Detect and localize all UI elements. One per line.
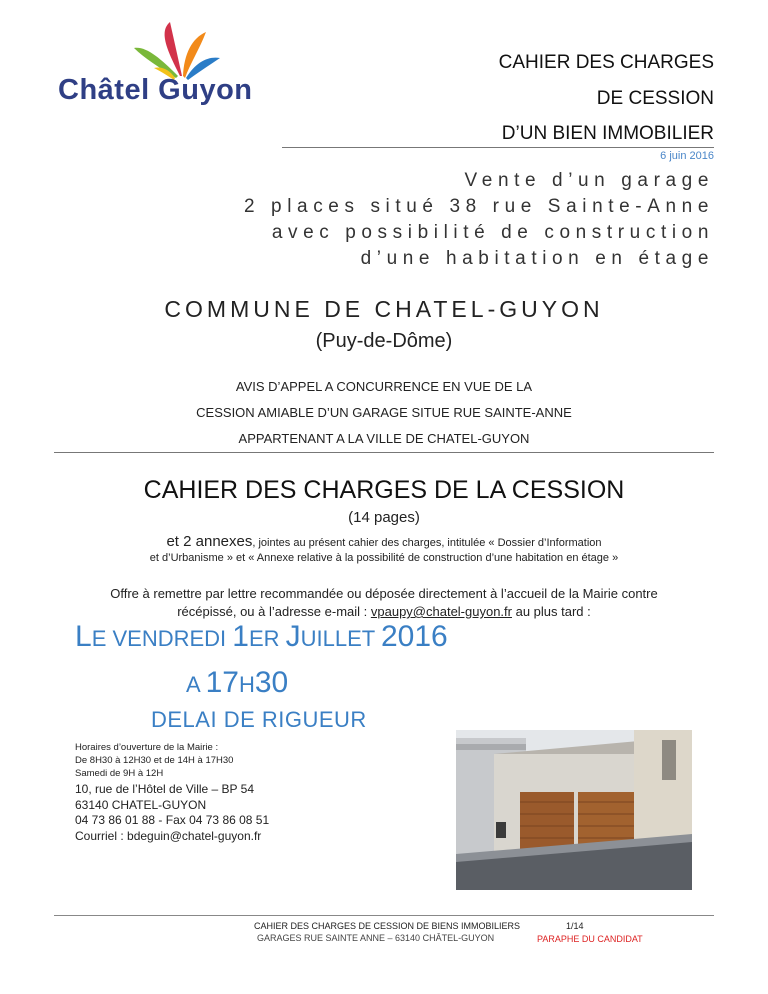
avis-line2: CESSION AMIABLE D’UN GARAGE SITUE RUE SAINTE-ANNE xyxy=(196,405,572,420)
footer-page-number: 1/14 xyxy=(566,921,584,931)
annexes-rest: , jointes au présent cahier des charges, intitulée « Dossier d’Information xyxy=(252,537,602,549)
deadline-minutes: 30 xyxy=(254,666,289,699)
subject-line1: Vente d’un garage xyxy=(464,170,714,191)
doc-title-line1: CAHIER DES CHARGES xyxy=(498,52,714,73)
deadline-day-suffix: ER xyxy=(248,626,286,651)
offer-email-link[interactable]: vpaupy@chatel-guyon.fr xyxy=(370,604,512,619)
doc-title-line2: DE CESSION xyxy=(596,88,714,109)
deadline-l: L xyxy=(75,620,92,653)
deadline-month-initial: J xyxy=(285,620,301,653)
mairie-address: 10, rue de l’Hôtel de Ville – BP 54 xyxy=(75,782,255,796)
commune-department: (Puy-de-Dôme) xyxy=(315,330,453,352)
annexes-emphasis: et 2 annexes xyxy=(166,533,253,550)
subject-line3: avec possibilité de construction xyxy=(271,222,714,243)
mairie-email: Courriel : bdeguin@chatel-guyon.fr xyxy=(75,829,262,843)
offer-line1: Offre à remettre par lettre recommandée ou déposée directement à l’accueil de la Mairie contre xyxy=(110,586,658,601)
offer-line2-post: au plus tard : xyxy=(511,604,591,619)
garage-photo xyxy=(456,730,692,890)
footer-subtitle: GARAGES RUE SAINTE ANNE – 63140 CHÂTEL-GUYON xyxy=(257,933,495,943)
annexes-line1 xyxy=(0,533,768,550)
mairie-city: 63140 CHATEL-GUYON xyxy=(75,798,207,812)
hours-title: Horaires d’ouverture de la Mairie : xyxy=(75,742,219,753)
main-title: CAHIER DES CHARGES DE LA CESSION xyxy=(143,476,625,504)
annexes-line2: et d’Urbanisme » et « Annexe relative à la possibilité de construction d’une habitation en étage » xyxy=(149,552,619,564)
subject-line4: d’une habitation en étage xyxy=(360,248,714,269)
doc-date: 6 juin 2016 xyxy=(660,150,714,162)
page-count: (14 pages) xyxy=(348,509,420,526)
footer-divider xyxy=(54,915,714,916)
header-divider xyxy=(282,147,714,148)
deadline-date xyxy=(75,620,448,654)
logo-wordmark: Châtel Guyon xyxy=(58,74,253,106)
deadline-hour: 17 xyxy=(205,666,239,699)
deadline-day: 1 xyxy=(232,620,249,653)
deadline-h: H xyxy=(238,672,255,697)
garage-photo-image xyxy=(456,730,692,890)
deadline-rigueur: DELAI DE RIGUEUR xyxy=(151,707,367,732)
deadline-month: UILLET xyxy=(300,626,381,651)
deadline-year: 2016 xyxy=(380,620,448,653)
deadline-weekday: E VENDREDI xyxy=(91,626,233,651)
offer-line2 xyxy=(0,604,768,619)
hours-saturday: Samedi de 9H à 12H xyxy=(75,768,164,779)
mairie-phone: 04 73 86 01 88 - Fax 04 73 86 08 51 xyxy=(75,813,270,827)
avis-line1: AVIS D’APPEL A CONCURRENCE EN VUE DE LA xyxy=(235,379,533,394)
doc-title-line3: D’UN BIEN IMMOBILIER xyxy=(501,123,714,144)
avis-line3: APPARTENANT A LA VILLE DE CHATEL-GUYON xyxy=(238,431,530,446)
chatel-guyon-logo xyxy=(50,18,290,110)
subject-line2: 2 places situé 38 rue Sainte-Anne xyxy=(244,196,714,217)
commune-name: COMMUNE DE CHATEL-GUYON xyxy=(164,296,604,322)
deadline-time xyxy=(186,666,288,700)
section-divider xyxy=(54,452,714,453)
deadline-a: A xyxy=(186,672,206,697)
offer-line2-pre: récépissé, ou à l’adresse e-mail : xyxy=(177,604,371,619)
footer-paraphe: PARAPHE DU CANDIDAT xyxy=(537,934,643,944)
hours-week: De 8H30 à 12H30 et de 14H à 17H30 xyxy=(75,755,234,766)
footer-title: CAHIER DES CHARGES DE CESSION DE BIENS IMMOBILIERS xyxy=(254,921,521,931)
